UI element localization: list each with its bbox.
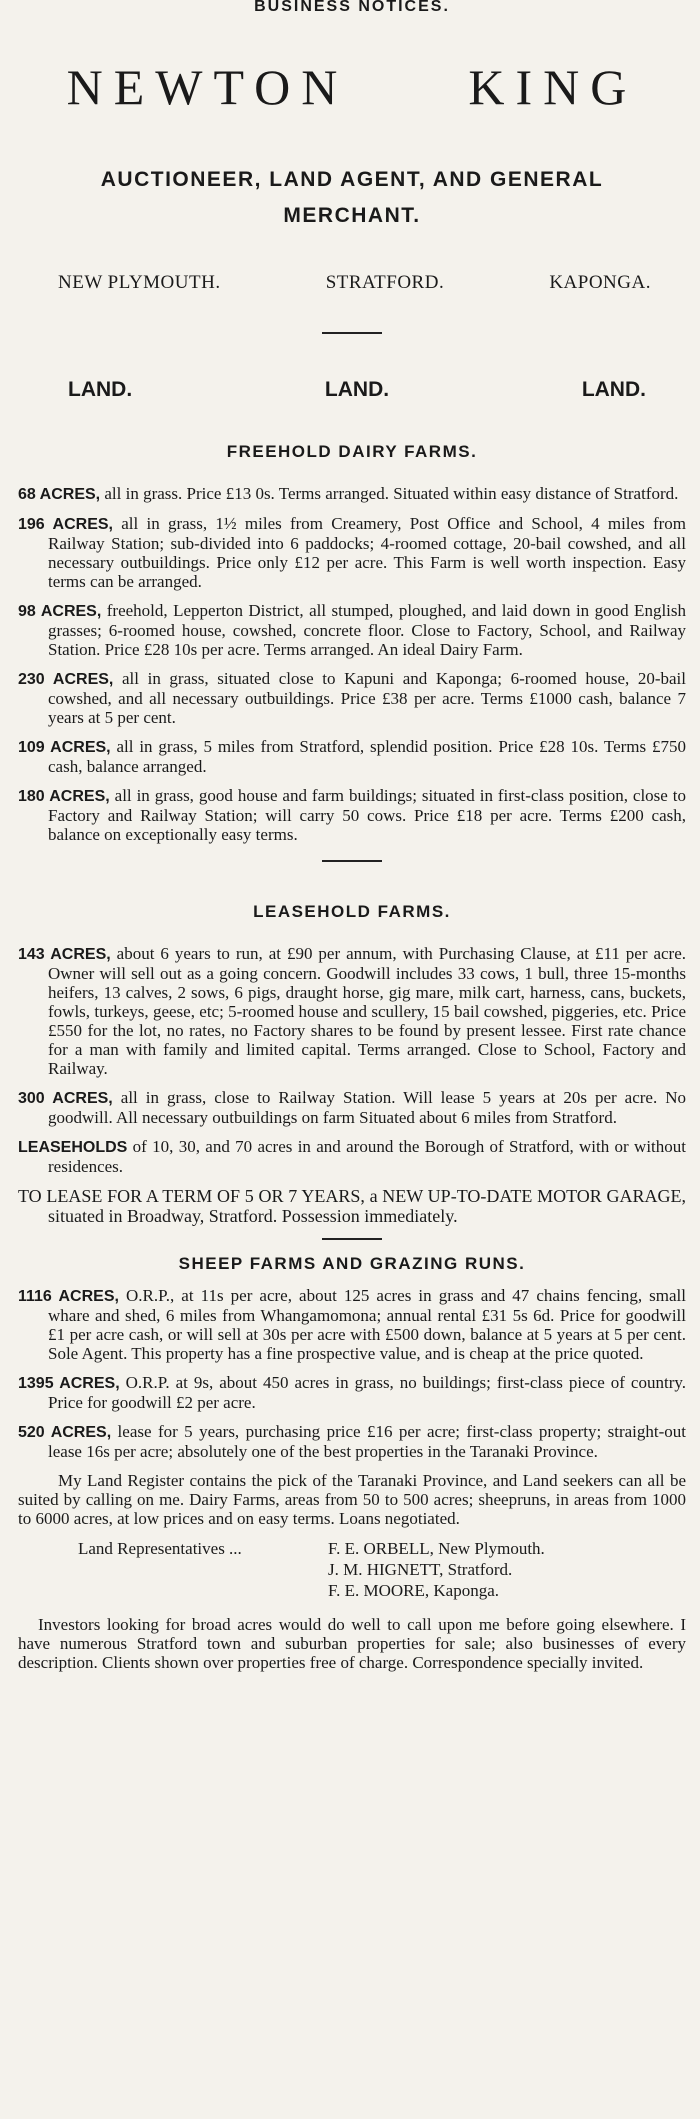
listing-entry bbox=[18, 484, 686, 504]
sheep-list bbox=[18, 1286, 686, 1461]
listing-acres: 520 ACRES, bbox=[18, 1424, 112, 1441]
representative-name: J. M. HIGNETT, Stratford. bbox=[328, 1560, 513, 1579]
listing-text: all in grass, 1½ miles from Creamery, Post Office and School, 4 miles from Railway Station; sub-divided into 6 paddocks; 4-roomed cottage, 20-bail cowshed, and all necessary outbuildings. Price only £12 per acre. This Farm is well worth inspection. Easy terms can be arranged. bbox=[48, 514, 686, 591]
firm-name-last: KING bbox=[468, 59, 638, 115]
listing-text: all in grass, close to Railway Station. Will lease 5 years at 20s per acre. No goodwill. All necessary outbuildings on farm Situated about 6 miles from Stratford. bbox=[48, 1088, 686, 1127]
listing-entry bbox=[18, 786, 686, 844]
listing-text: all in grass, 5 miles from Stratford, splendid position. Price £28 10s. Terms £750 cash, balance arranged. bbox=[48, 737, 687, 776]
listing-entry bbox=[18, 669, 686, 727]
listing-text: O.R.P., at 11s per acre, about 125 acres in grass and 47 chains fencing, small whare and shed, 6 miles from Whangamomona; annual rental £31 5s 6d. Price for goodwill £1 per acre cash, or will sell at 30s per acre with £500 down, balance at 5 years at 5 per cent. Sole Agent. This property has a fine prospective value, and is cheap at the price quoted. bbox=[48, 1286, 686, 1363]
listing-entry bbox=[18, 1373, 686, 1412]
town-stratford: STRATFORD. bbox=[325, 272, 445, 293]
listing-entry bbox=[18, 1422, 686, 1461]
listing-acres: 109 ACRES, bbox=[18, 739, 111, 756]
freehold-title: FREEHOLD DAIRY FARMS. bbox=[226, 442, 478, 461]
listing-text: about 6 years to run, at £90 per annum, with Purchasing Clause, at £11 per acre. Owner will sell out as a going concern. Goodwill includes 33 cows, 1 bull, three 15-months heifers, 13 calves, 2 sows, 6 pigs, draught horse, gig mare, milk cart, harness, cans, buckets, fowls, turkeys, geese, etc; 5-roomed house and scullery, 15 bail cowshed, piggeries, etc. Price £550 for the lot, no rates, no Factory shares to be found by present lessee. First rate chance for a man with family and limited capital. Terms arranged. Close to School, Factory and Railway. bbox=[48, 944, 686, 1078]
leasehold-title: LEASEHOLD FARMS. bbox=[253, 902, 451, 921]
listing-entry bbox=[18, 1088, 686, 1127]
listing-text: lease for 5 years, purchasing price £16 per acre; first-class property; straight-out lease 16s per acre; absolutely one of the best properties in the Taranaki Province. bbox=[48, 1422, 686, 1461]
section-header: BUSINESS NOTICES. bbox=[254, 0, 450, 15]
listing-acres: 230 ACRES, bbox=[18, 671, 114, 688]
land-label-row bbox=[18, 378, 686, 402]
firm-name-first: NEWTON bbox=[66, 59, 349, 115]
listing-acres: LEASEHOLDS bbox=[18, 1139, 128, 1156]
listing-entry bbox=[18, 1286, 686, 1363]
listing-text: freehold, Lepperton District, all stumped, ploughed, and laid down in good English grasses; 6-roomed house, cowshed, concrete floor. Close to Factory, School, and Railway Station. Price £28 10s per acre. Terms arranged. An ideal Dairy Farm. bbox=[48, 601, 687, 659]
representative-name: F. E. ORBELL, New Plymouth. bbox=[328, 1539, 545, 1558]
garage-notice: TO LEASE FOR A TERM OF 5 OR 7 YEARS, a NEW UP-TO-DATE MOTOR GARAGE, situated in Broadway, Stratford. Possession immediately. bbox=[18, 1186, 686, 1226]
listing-text: all in grass, situated close to Kapuni and Kaponga; 6-roomed house, 20-bail cowshed, and all necessary outbuildings. Price £38 per acre. Terms £1000 cash, balance 7 years at 5 per cent. bbox=[48, 669, 686, 727]
listing-acres: 143 ACRES, bbox=[18, 946, 111, 963]
listing-entry bbox=[18, 944, 686, 1078]
listing-acres: 196 ACRES, bbox=[18, 516, 113, 533]
listing-text: O.R.P. at 9s, about 450 acres in grass, no buildings; first-class piece of country. Price for goodwill £2 per acre. bbox=[48, 1373, 687, 1412]
town-list bbox=[18, 272, 686, 294]
representative-name: F. E. MOORE, Kaponga. bbox=[328, 1581, 499, 1600]
town-new-plymouth: NEW PLYMOUTH. bbox=[58, 272, 221, 293]
freehold-list bbox=[18, 484, 686, 844]
representatives-label: Land Representatives ... bbox=[78, 1539, 242, 1558]
listing-acres: 98 ACRES, bbox=[18, 603, 102, 620]
listing-text: all in grass, good house and farm buildings; situated in first-class position, close to Factory and Railway Station; will carry 50 cows. Price £18 per acre. Terms £200 cash, balance on exceptionally easy terms. bbox=[48, 786, 687, 844]
listing-entry bbox=[18, 1137, 686, 1176]
listing-acres: 1395 ACRES, bbox=[18, 1375, 120, 1392]
listing-entry bbox=[18, 514, 686, 591]
sheep-title: SHEEP FARMS AND GRAZING RUNS. bbox=[178, 1254, 526, 1273]
land-label: LAND. bbox=[324, 378, 390, 401]
listing-acres: 68 ACRES, bbox=[18, 486, 101, 503]
listing-entry bbox=[18, 601, 686, 659]
closing-paragraph: Investors looking for broad acres would do well to call upon me before going elsewhere. I have numerous Stratford town and suburban properties for sale; also businesses of every description. Clients shown over properties free of charge. Correspondence specially invited. bbox=[18, 1615, 686, 1672]
land-label: LAND. bbox=[68, 378, 133, 401]
leasehold-list bbox=[18, 944, 686, 1226]
listing-acres: 1116 ACRES, bbox=[18, 1288, 119, 1305]
divider-rule bbox=[322, 860, 382, 862]
town-kaponga: KAPONGA. bbox=[549, 272, 651, 293]
listing-acres: 180 ACRES, bbox=[18, 788, 110, 805]
listing-acres: 300 ACRES, bbox=[18, 1090, 113, 1107]
listing-text: all in grass. Price £13 0s. Terms arranged. Situated within easy distance of Stratford. bbox=[100, 484, 679, 503]
divider-rule bbox=[322, 1238, 382, 1240]
land-register-paragraph: My Land Register contains the pick of the Taranaki Province, and Land seekers can all be suited by calling on me. Dairy Farms, areas from 50 to 500 acres; sheepruns, in areas from 1000 to 6000 acres, at low prices and on easy terms. Loans negotiated. bbox=[18, 1471, 686, 1528]
listing-text: of 10, 30, and 70 acres in and around the Borough of Stratford, with or without residences. bbox=[48, 1137, 686, 1176]
listing-entry bbox=[18, 737, 686, 776]
representatives-block bbox=[78, 1538, 686, 1601]
land-label: LAND. bbox=[581, 378, 646, 401]
firm-tagline: AUCTIONEER, LAND AGENT, AND GENERAL MERCHANT. bbox=[100, 168, 604, 227]
divider-rule bbox=[322, 332, 382, 334]
firm-name bbox=[18, 52, 686, 122]
